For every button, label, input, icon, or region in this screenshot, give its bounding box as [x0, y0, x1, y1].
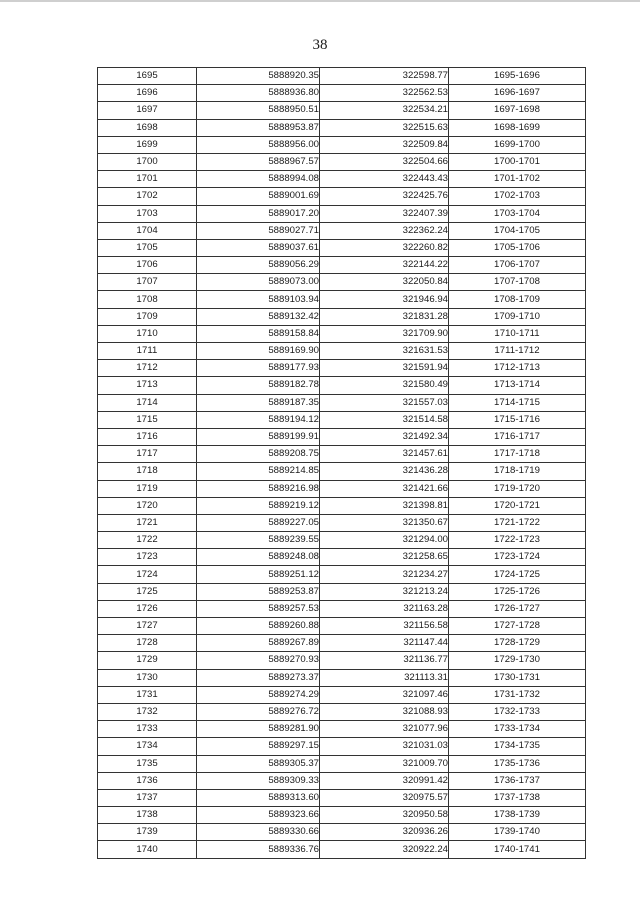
segment-cell: 1701-1702: [449, 171, 586, 188]
table-row: [98, 652, 586, 669]
table-row: [98, 119, 586, 136]
point-number-cell: 1718: [98, 463, 197, 480]
segment-cell: 1717-1718: [449, 446, 586, 463]
point-number-cell: 1703: [98, 205, 197, 222]
x-coordinate-cell: 5889323.66: [197, 807, 320, 824]
point-number-cell: 1728: [98, 635, 197, 652]
y-coordinate-cell: 321031.03: [320, 738, 449, 755]
y-coordinate-cell: 320936.26: [320, 824, 449, 841]
y-coordinate-cell: 321350.67: [320, 514, 449, 531]
table-row: [98, 325, 586, 342]
point-number-cell: 1705: [98, 239, 197, 256]
segment-cell: 1730-1731: [449, 669, 586, 686]
point-number-cell: 1717: [98, 446, 197, 463]
segment-cell: 1718-1719: [449, 463, 586, 480]
y-coordinate-cell: 322407.39: [320, 205, 449, 222]
y-coordinate-cell: 321946.94: [320, 291, 449, 308]
y-coordinate-cell: 321421.66: [320, 480, 449, 497]
table-row: [98, 68, 586, 85]
table-row: [98, 102, 586, 119]
x-coordinate-cell: 5889305.37: [197, 755, 320, 772]
point-number-cell: 1727: [98, 618, 197, 635]
y-coordinate-cell: 321831.28: [320, 308, 449, 325]
y-coordinate-cell: 321580.49: [320, 377, 449, 394]
point-number-cell: 1722: [98, 532, 197, 549]
table-row: [98, 807, 586, 824]
x-coordinate-cell: 5889194.12: [197, 411, 320, 428]
x-coordinate-cell: 5889267.89: [197, 635, 320, 652]
y-coordinate-cell: 322509.84: [320, 136, 449, 153]
table-row: [98, 669, 586, 686]
segment-cell: 1739-1740: [449, 824, 586, 841]
x-coordinate-cell: 5889182.78: [197, 377, 320, 394]
segment-cell: 1704-1705: [449, 222, 586, 239]
point-number-cell: 1707: [98, 274, 197, 291]
segment-cell: 1716-1717: [449, 428, 586, 445]
table-row: [98, 85, 586, 102]
point-number-cell: 1710: [98, 325, 197, 342]
x-coordinate-cell: 5889297.15: [197, 738, 320, 755]
segment-cell: 1710-1711: [449, 325, 586, 342]
y-coordinate-cell: 321077.96: [320, 721, 449, 738]
segment-cell: 1713-1714: [449, 377, 586, 394]
y-coordinate-cell: 321557.03: [320, 394, 449, 411]
point-number-cell: 1721: [98, 514, 197, 531]
y-coordinate-cell: 321709.90: [320, 325, 449, 342]
table-row: [98, 549, 586, 566]
x-coordinate-cell: 5889239.55: [197, 532, 320, 549]
y-coordinate-cell: 322515.63: [320, 119, 449, 136]
x-coordinate-cell: 5889056.29: [197, 257, 320, 274]
x-coordinate-cell: 5889276.72: [197, 703, 320, 720]
y-coordinate-cell: 321514.58: [320, 411, 449, 428]
segment-cell: 1715-1716: [449, 411, 586, 428]
table-row: [98, 532, 586, 549]
coordinates-table-body: [98, 68, 586, 859]
y-coordinate-cell: 320950.58: [320, 807, 449, 824]
point-number-cell: 1726: [98, 600, 197, 617]
segment-cell: 1736-1737: [449, 772, 586, 789]
segment-cell: 1722-1723: [449, 532, 586, 549]
point-number-cell: 1724: [98, 566, 197, 583]
x-coordinate-cell: 5889027.71: [197, 222, 320, 239]
y-coordinate-cell: 321213.24: [320, 583, 449, 600]
x-coordinate-cell: 5889199.91: [197, 428, 320, 445]
x-coordinate-cell: 5889216.98: [197, 480, 320, 497]
table-row: [98, 703, 586, 720]
x-coordinate-cell: 5889330.66: [197, 824, 320, 841]
point-number-cell: 1712: [98, 360, 197, 377]
segment-cell: 1702-1703: [449, 188, 586, 205]
point-number-cell: 1737: [98, 789, 197, 806]
y-coordinate-cell: 321088.93: [320, 703, 449, 720]
segment-cell: 1738-1739: [449, 807, 586, 824]
point-number-cell: 1736: [98, 772, 197, 789]
x-coordinate-cell: 5889187.35: [197, 394, 320, 411]
point-number-cell: 1720: [98, 497, 197, 514]
table-row: [98, 171, 586, 188]
x-coordinate-cell: 5889336.76: [197, 841, 320, 858]
y-coordinate-cell: 321234.27: [320, 566, 449, 583]
point-number-cell: 1740: [98, 841, 197, 858]
segment-cell: 1712-1713: [449, 360, 586, 377]
segment-cell: 1696-1697: [449, 85, 586, 102]
y-coordinate-cell: 321436.28: [320, 463, 449, 480]
table-row: [98, 463, 586, 480]
y-coordinate-cell: 321113.31: [320, 669, 449, 686]
x-coordinate-cell: 5889309.33: [197, 772, 320, 789]
x-coordinate-cell: 5888950.51: [197, 102, 320, 119]
segment-cell: 1721-1722: [449, 514, 586, 531]
segment-cell: 1697-1698: [449, 102, 586, 119]
x-coordinate-cell: 5889257.53: [197, 600, 320, 617]
point-number-cell: 1706: [98, 257, 197, 274]
table-row: [98, 824, 586, 841]
segment-cell: 1706-1707: [449, 257, 586, 274]
table-row: [98, 411, 586, 428]
y-coordinate-cell: 322362.24: [320, 222, 449, 239]
table-row: [98, 514, 586, 531]
segment-cell: 1740-1741: [449, 841, 586, 858]
segment-cell: 1737-1738: [449, 789, 586, 806]
segment-cell: 1733-1734: [449, 721, 586, 738]
point-number-cell: 1735: [98, 755, 197, 772]
segment-cell: 1725-1726: [449, 583, 586, 600]
segment-cell: 1727-1728: [449, 618, 586, 635]
table-row: [98, 446, 586, 463]
segment-cell: 1729-1730: [449, 652, 586, 669]
segment-cell: 1732-1733: [449, 703, 586, 720]
point-number-cell: 1700: [98, 153, 197, 170]
x-coordinate-cell: 5889037.61: [197, 239, 320, 256]
table-row: [98, 480, 586, 497]
point-number-cell: 1734: [98, 738, 197, 755]
segment-cell: 1728-1729: [449, 635, 586, 652]
x-coordinate-cell: 5889248.08: [197, 549, 320, 566]
segment-cell: 1726-1727: [449, 600, 586, 617]
y-coordinate-cell: 321163.28: [320, 600, 449, 617]
x-coordinate-cell: 5889251.12: [197, 566, 320, 583]
x-coordinate-cell: 5888936.80: [197, 85, 320, 102]
y-coordinate-cell: 322504.66: [320, 153, 449, 170]
y-coordinate-cell: 322260.82: [320, 239, 449, 256]
table-row: [98, 841, 586, 858]
page-number: 38: [312, 37, 328, 53]
point-number-cell: 1733: [98, 721, 197, 738]
y-coordinate-cell: 321294.00: [320, 532, 449, 549]
table-row: [98, 566, 586, 583]
segment-cell: 1707-1708: [449, 274, 586, 291]
table-row: [98, 738, 586, 755]
table-row: [98, 721, 586, 738]
x-coordinate-cell: 5889270.93: [197, 652, 320, 669]
point-number-cell: 1739: [98, 824, 197, 841]
x-coordinate-cell: 5889227.05: [197, 514, 320, 531]
table-row: [98, 583, 586, 600]
x-coordinate-cell: 5889273.37: [197, 669, 320, 686]
point-number-cell: 1701: [98, 171, 197, 188]
x-coordinate-cell: 5888953.87: [197, 119, 320, 136]
point-number-cell: 1696: [98, 85, 197, 102]
table-row: [98, 394, 586, 411]
table-row: [98, 600, 586, 617]
segment-cell: 1720-1721: [449, 497, 586, 514]
segment-cell: 1719-1720: [449, 480, 586, 497]
segment-cell: 1714-1715: [449, 394, 586, 411]
y-coordinate-cell: 322144.22: [320, 257, 449, 274]
point-number-cell: 1711: [98, 343, 197, 360]
point-number-cell: 1708: [98, 291, 197, 308]
table-row: [98, 188, 586, 205]
segment-cell: 1734-1735: [449, 738, 586, 755]
x-coordinate-cell: 5889001.69: [197, 188, 320, 205]
x-coordinate-cell: 5888994.08: [197, 171, 320, 188]
point-number-cell: 1732: [98, 703, 197, 720]
y-coordinate-cell: 321591.94: [320, 360, 449, 377]
table-row: [98, 789, 586, 806]
segment-cell: 1735-1736: [449, 755, 586, 772]
x-coordinate-cell: 5889253.87: [197, 583, 320, 600]
x-coordinate-cell: 5889103.94: [197, 291, 320, 308]
table-row: [98, 772, 586, 789]
segment-cell: 1705-1706: [449, 239, 586, 256]
segment-cell: 1699-1700: [449, 136, 586, 153]
table-row: [98, 360, 586, 377]
y-coordinate-cell: 321009.70: [320, 755, 449, 772]
segment-cell: 1723-1724: [449, 549, 586, 566]
point-number-cell: 1716: [98, 428, 197, 445]
point-number-cell: 1713: [98, 377, 197, 394]
coordinates-table: [97, 67, 586, 859]
x-coordinate-cell: 5889169.90: [197, 343, 320, 360]
point-number-cell: 1738: [98, 807, 197, 824]
y-coordinate-cell: 322598.77: [320, 68, 449, 85]
y-coordinate-cell: 320975.57: [320, 789, 449, 806]
x-coordinate-cell: 5889177.93: [197, 360, 320, 377]
segment-cell: 1708-1709: [449, 291, 586, 308]
table-row: [98, 618, 586, 635]
x-coordinate-cell: 5889260.88: [197, 618, 320, 635]
table-row: [98, 222, 586, 239]
x-coordinate-cell: 5889017.20: [197, 205, 320, 222]
segment-cell: 1703-1704: [449, 205, 586, 222]
table-row: [98, 377, 586, 394]
y-coordinate-cell: 321457.61: [320, 446, 449, 463]
table-row: [98, 274, 586, 291]
point-number-cell: 1731: [98, 686, 197, 703]
x-coordinate-cell: 5889132.42: [197, 308, 320, 325]
point-number-cell: 1725: [98, 583, 197, 600]
table-row: [98, 308, 586, 325]
point-number-cell: 1709: [98, 308, 197, 325]
point-number-cell: 1704: [98, 222, 197, 239]
segment-cell: 1700-1701: [449, 153, 586, 170]
x-coordinate-cell: 5889219.12: [197, 497, 320, 514]
segment-cell: 1709-1710: [449, 308, 586, 325]
x-coordinate-cell: 5889281.90: [197, 721, 320, 738]
x-coordinate-cell: 5889158.84: [197, 325, 320, 342]
y-coordinate-cell: 322443.43: [320, 171, 449, 188]
y-coordinate-cell: 321147.44: [320, 635, 449, 652]
segment-cell: 1698-1699: [449, 119, 586, 136]
table-row: [98, 428, 586, 445]
y-coordinate-cell: 320922.24: [320, 841, 449, 858]
point-number-cell: 1702: [98, 188, 197, 205]
top-rule: [0, 0, 640, 2]
table-row: [98, 497, 586, 514]
y-coordinate-cell: 322562.53: [320, 85, 449, 102]
x-coordinate-cell: 5888956.00: [197, 136, 320, 153]
y-coordinate-cell: 320991.42: [320, 772, 449, 789]
y-coordinate-cell: 321136.77: [320, 652, 449, 669]
x-coordinate-cell: 5889208.75: [197, 446, 320, 463]
y-coordinate-cell: 322425.76: [320, 188, 449, 205]
x-coordinate-cell: 5889274.29: [197, 686, 320, 703]
table-row: [98, 343, 586, 360]
point-number-cell: 1695: [98, 68, 197, 85]
point-number-cell: 1697: [98, 102, 197, 119]
point-number-cell: 1729: [98, 652, 197, 669]
x-coordinate-cell: 5889214.85: [197, 463, 320, 480]
y-coordinate-cell: 322534.21: [320, 102, 449, 119]
table-row: [98, 755, 586, 772]
segment-cell: 1695-1696: [449, 68, 586, 85]
x-coordinate-cell: 5889073.00: [197, 274, 320, 291]
point-number-cell: 1715: [98, 411, 197, 428]
y-coordinate-cell: 321097.46: [320, 686, 449, 703]
x-coordinate-cell: 5889313.60: [197, 789, 320, 806]
segment-cell: 1724-1725: [449, 566, 586, 583]
point-number-cell: 1730: [98, 669, 197, 686]
x-coordinate-cell: 5888920.35: [197, 68, 320, 85]
table-row: [98, 291, 586, 308]
point-number-cell: 1699: [98, 136, 197, 153]
y-coordinate-cell: 321258.65: [320, 549, 449, 566]
point-number-cell: 1698: [98, 119, 197, 136]
point-number-cell: 1719: [98, 480, 197, 497]
y-coordinate-cell: 321398.81: [320, 497, 449, 514]
table-row: [98, 635, 586, 652]
table-row: [98, 686, 586, 703]
segment-cell: 1711-1712: [449, 343, 586, 360]
segment-cell: 1731-1732: [449, 686, 586, 703]
table-row: [98, 257, 586, 274]
y-coordinate-cell: 321492.34: [320, 428, 449, 445]
y-coordinate-cell: 321156.58: [320, 618, 449, 635]
y-coordinate-cell: 322050.84: [320, 274, 449, 291]
table-row: [98, 239, 586, 256]
point-number-cell: 1714: [98, 394, 197, 411]
table-row: [98, 205, 586, 222]
table-row: [98, 136, 586, 153]
y-coordinate-cell: 321631.53: [320, 343, 449, 360]
point-number-cell: 1723: [98, 549, 197, 566]
table-row: [98, 153, 586, 170]
x-coordinate-cell: 5888967.57: [197, 153, 320, 170]
